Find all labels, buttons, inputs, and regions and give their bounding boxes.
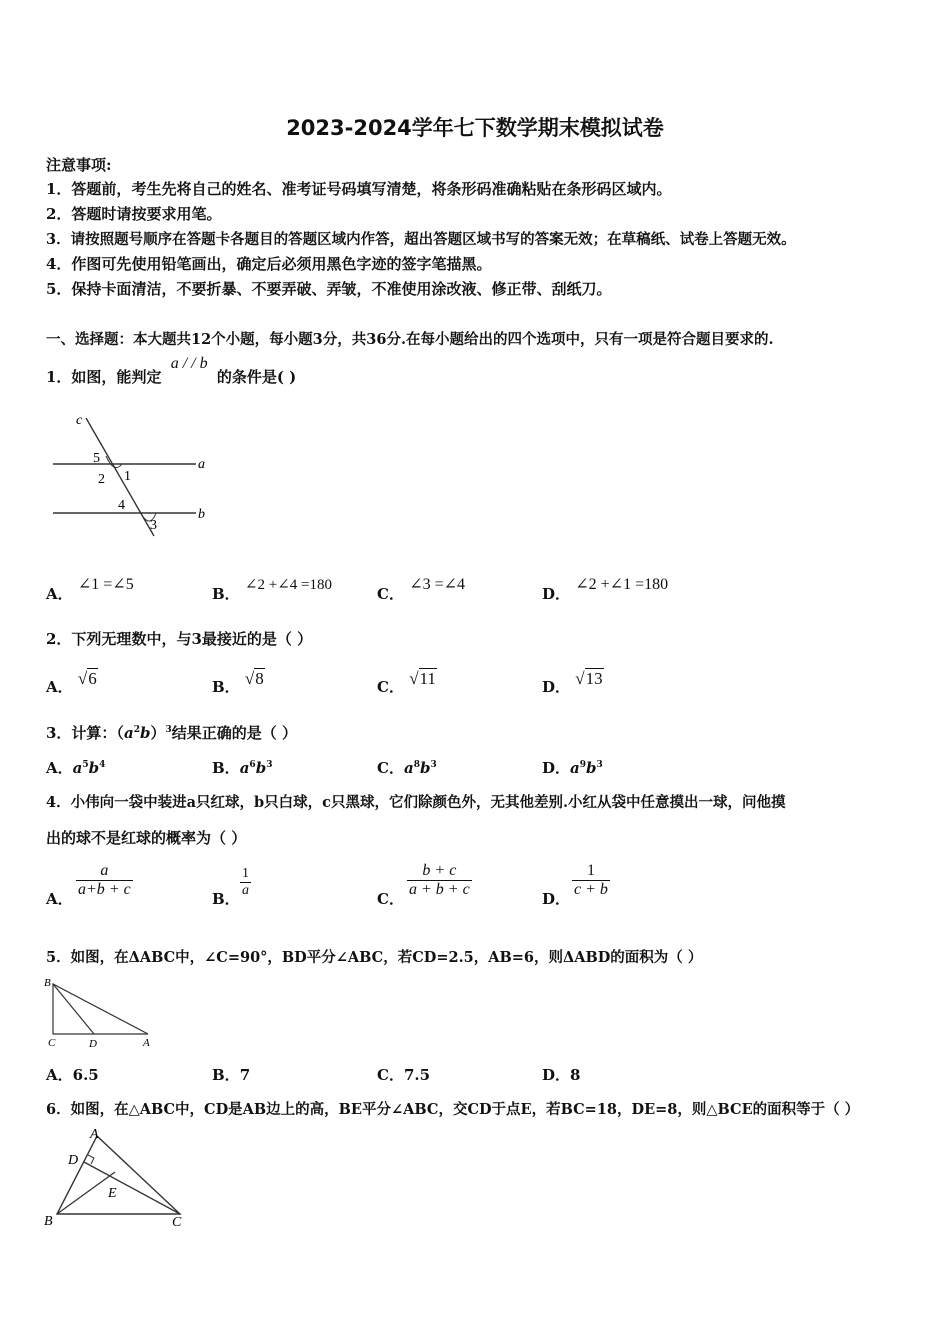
exp: 3 xyxy=(430,760,437,770)
label-4: 4 xyxy=(118,498,125,513)
numerator: a xyxy=(100,862,109,879)
q4-option-b-fraction[interactable] xyxy=(240,866,251,899)
option-value: 7.5 xyxy=(403,1066,431,1084)
q3-option-b[interactable]: B．$a^6b^3$ xyxy=(212,759,273,777)
exp: 3 xyxy=(596,760,603,770)
triangle-abc xyxy=(57,1136,180,1214)
label-a: a xyxy=(198,457,205,472)
q2-option-a[interactable] xyxy=(46,669,98,697)
segment-be xyxy=(57,1172,115,1214)
option-letter: A． xyxy=(46,585,73,603)
option-letter: D． xyxy=(542,585,571,603)
q5-stem: 5．如图，在ΔABC中，∠C=90°，BD平分∠ABC，若CD=2.5，AB=6，则ΔABD的面积为（ ） xyxy=(46,949,703,966)
q1-figure xyxy=(48,408,220,542)
label-e: E xyxy=(108,1186,117,1201)
q3-var: b xyxy=(139,724,151,742)
option-letter: B． xyxy=(212,678,240,696)
q1-condition: a / / b xyxy=(170,355,208,372)
radicand: 8 xyxy=(255,669,264,688)
option-letter: C． xyxy=(377,678,404,696)
exp: 3 xyxy=(266,760,273,770)
radicand: 11 xyxy=(419,669,436,688)
label-1: 1 xyxy=(124,469,131,484)
q1-stem-end: 的条件是( ) xyxy=(216,368,297,386)
numerator: 1 xyxy=(586,862,595,879)
denominator: a+b + c xyxy=(78,881,131,898)
q1-option-c[interactable] xyxy=(377,576,466,604)
option-letter: B． xyxy=(212,1066,240,1084)
option-expr: ∠3 =∠4 xyxy=(409,576,466,593)
notice-item: 1．答题前，考生先将自己的姓名、准考证号码填写清楚，将条形码准确粘贴在条形码区域内。 xyxy=(46,180,672,198)
q1-option-a[interactable] xyxy=(46,576,134,604)
option-letter: B． xyxy=(212,759,240,777)
right-angle-mark xyxy=(88,1155,94,1164)
denominator: a + b + c xyxy=(409,881,470,898)
sqrt-expr: √8 xyxy=(244,669,264,688)
q1-option-b[interactable] xyxy=(212,577,332,604)
q5-option-d[interactable] xyxy=(542,1064,580,1085)
label-d: D xyxy=(68,1153,79,1168)
notice-item: 3．请按照题号顺序在答题卡各题目的答题区域内作答，超出答题区域书写的答案无效；在草稿纸、试卷上答题无效。 xyxy=(46,231,796,248)
label-3: 3 xyxy=(150,518,157,533)
q5-option-a[interactable] xyxy=(46,1064,99,1085)
notice-item: 5．保持卡面清洁，不要折暴、不要弄破、弄皱，不准使用涂改液、修正带、刮纸刀。 xyxy=(46,280,612,298)
radicand: 13 xyxy=(585,669,603,688)
label-d: D xyxy=(89,1038,97,1050)
option-letter: B． xyxy=(212,585,240,603)
option-letter: A． xyxy=(46,759,73,777)
q5-option-c[interactable] xyxy=(377,1064,430,1085)
label-5: 5 xyxy=(93,451,100,466)
numerator: 1 xyxy=(242,866,249,881)
notice-heading: 注意事项: xyxy=(46,156,112,174)
exp: 6 xyxy=(249,760,256,770)
notice-item: 2．答题时请按要求用笔。 xyxy=(46,205,222,223)
radicand: 6 xyxy=(88,669,97,688)
option-letter: C． xyxy=(377,759,404,777)
q1-option-d[interactable] xyxy=(542,576,669,604)
q5-figure xyxy=(42,972,162,1050)
label-b: B xyxy=(44,1214,53,1229)
sqrt-expr: √6 xyxy=(77,669,97,688)
option-letter: A． xyxy=(46,1066,73,1084)
q1-stem xyxy=(46,355,297,387)
option-value: 7 xyxy=(239,1066,251,1084)
option-letter: C． xyxy=(377,585,404,603)
denominator: c + b xyxy=(574,881,608,898)
label-b: B xyxy=(44,977,51,989)
option-letter: D． xyxy=(542,759,571,777)
q3-exp: 3 xyxy=(165,725,172,735)
q3-text: 3．计算：（ xyxy=(46,724,124,742)
q2-option-d[interactable] xyxy=(542,669,604,697)
label-b: b xyxy=(198,507,205,522)
q4-option-d-fraction[interactable] xyxy=(572,862,610,899)
q3-option-c[interactable]: C．$a^8b^3$ xyxy=(377,759,437,777)
q3-text: ） xyxy=(150,724,166,742)
option-letter: A． xyxy=(46,678,73,696)
exp: 5 xyxy=(82,760,89,770)
option-expr: ∠2 +∠4 =180 xyxy=(244,577,332,593)
q3-option-d[interactable]: D．$a^9b^3$ xyxy=(542,759,603,777)
option-value: 8 xyxy=(570,1066,581,1084)
triangle-abc xyxy=(53,984,148,1034)
q3-exp: 2 xyxy=(133,725,140,735)
q4-option-b-letter[interactable]: B． xyxy=(212,890,240,908)
q4-option-c-fraction[interactable] xyxy=(407,862,472,899)
sqrt-expr: √13 xyxy=(575,669,603,688)
q4-option-c-letter[interactable]: C． xyxy=(377,890,404,908)
label-c: C xyxy=(172,1215,182,1230)
section-heading: 一、选择题：本大题共12个小题，每小题3分，共36分.在每小题给出的四个选项中，只有一项是符合题目要求的. xyxy=(46,331,774,348)
option-letter: D． xyxy=(542,678,571,696)
q3-option-a[interactable]: A．$a^5b^4$ xyxy=(46,759,106,777)
q5-option-b[interactable] xyxy=(212,1064,250,1085)
q6-figure xyxy=(40,1124,200,1234)
segment-bd xyxy=(53,984,94,1034)
q4-option-a-fraction[interactable] xyxy=(76,862,133,899)
label-2: 2 xyxy=(98,472,105,487)
sqrt-expr: √11 xyxy=(409,669,436,688)
exp: 4 xyxy=(99,760,106,770)
label-a: A xyxy=(143,1037,150,1049)
notice-item: 4．作图可先使用铅笔画出，确定后必须用黑色字迹的签字笔描黑。 xyxy=(46,255,492,273)
option-value: 6.5 xyxy=(72,1066,99,1084)
q1-stem-start: 1．如图，能判定 xyxy=(46,368,162,386)
numerator: b + c xyxy=(422,862,457,879)
option-letter: C． xyxy=(377,1066,404,1084)
option-letter: D． xyxy=(542,1066,571,1084)
q2-stem: 2．下列无理数中，与3最接近的是（ ） xyxy=(46,630,313,648)
q3-text: 结果正确的是（ ） xyxy=(171,724,297,742)
q3-stem xyxy=(46,722,297,743)
label-c: C xyxy=(48,1037,56,1049)
q4-option-a-letter[interactable]: A． xyxy=(46,890,73,908)
exp: 9 xyxy=(579,760,587,770)
q4-stem-line2: 出的球不是红球的概率为（ ） xyxy=(46,829,247,847)
label-c: c xyxy=(76,413,83,428)
exp: 8 xyxy=(413,760,420,770)
q4-option-d-letter[interactable]: D． xyxy=(542,890,571,908)
page-title: 2023-2024学年七下数学期末模拟试卷 xyxy=(286,116,664,140)
label-a: A xyxy=(90,1127,99,1142)
q3-var: a xyxy=(123,724,134,742)
q4-stem-line1: 4．小伟向一袋中装进a只红球，b只白球，c只黑球，它们除颜色外，无其他差别.小红从袋中任意摸出一球，问他摸 xyxy=(46,794,786,811)
option-expr: ∠1 =∠5 xyxy=(77,576,134,593)
denominator: a xyxy=(242,883,249,898)
option-expr: ∠2 +∠1 =180 xyxy=(575,576,669,593)
q6-stem: 6．如图，在△ABC中，CD是AB边上的高，BE平分∠ABC，交CD于点E，若BC=18，DE=8，则△BCE的面积等于（ ） xyxy=(46,1101,860,1118)
q2-option-c[interactable] xyxy=(377,669,437,697)
q2-option-b[interactable] xyxy=(212,669,265,697)
